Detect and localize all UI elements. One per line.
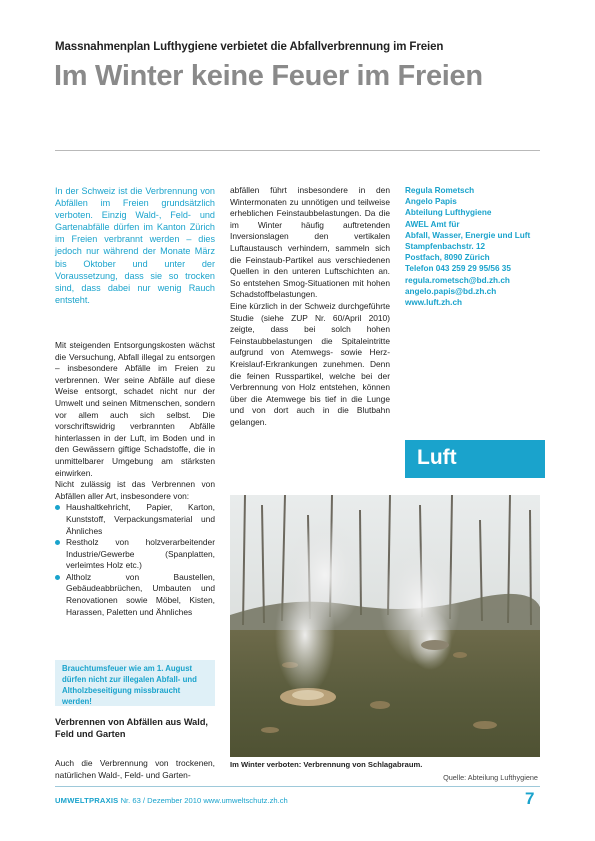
bullet-icon	[55, 505, 60, 510]
body-column-1	[55, 340, 215, 618]
list-item: Haushaltkehricht, Papier, Karton, Kunststoff, Verpackungsmaterial und Ähnliches	[55, 502, 215, 537]
lead-paragraph: In der Schweiz ist die Verbrennung von Abfällen im Freien grundsätzlich verboten. Einzig Wald-, Feld- und Gartenabfälle dürfen im Kanton Zürich im Freien verbrannt werden – dies jedoch nur während der Monate März bis Oktober und unter der Voraussetzung, dass sie so trocken sind, dass dabei nur wenig Rauch entsteht.	[55, 186, 215, 305]
email-link[interactable]: regula.rometsch@bd.zh.ch	[405, 275, 510, 285]
section-tag-label: Luft	[417, 446, 457, 469]
phone: Telefon 043 259 29 95/56 35	[405, 264, 511, 274]
photo-credit: Quelle: Abteilung Lufthygiene	[443, 773, 538, 782]
header-divider	[55, 150, 540, 151]
address: Postfach, 8090 Zürich	[405, 253, 490, 263]
body-paragraph: abfällen führt insbesondere in den Wintermonaten zu unnötigen und teilweise erheblichen Feinstaubbelastungen. Da die im Winter häufig auftretenden Inversionslagen den vertikalen Luftaustausch verhindern, sammeln sich die Feinstaub-Partikel aus verschiedenen Quellen in den unteren Luftschichten an. So entstehen Smog-Situationen mit hohen Schadstoffbelastungen.	[230, 185, 390, 300]
department: Abteilung Lufthygiene	[405, 208, 492, 218]
photo-caption: Im Winter verboten: Verbrennung von Schlagabraum.	[230, 760, 423, 769]
body-paragraph: Eine kürzlich in der Schweiz durchgeführte Studie (siehe ZUP Nr. 60/April 2010) zeigte, dass bei solch hohen Feinstaubbelastungen die Spitaleintritte aufgrund von Atemwegs- sowie Herz-Kreislauf-Erkrankungen zunehmen. Denn die feinen Russpartikel, welche bei der Verbrennung von Holz entstehen, können über die Atemwege bis tief in die Lunge und von dort auch in die Blutbahn gelangen.	[230, 300, 390, 427]
body-paragraph: Auch die Verbrennung von trockenen, natürlichen Wald-, Feld- und Garten-	[55, 758, 215, 780]
body-column-2	[230, 185, 390, 428]
footer	[55, 796, 288, 805]
callout-text: Brauchtumsfeuer wie am 1. August dürfen nicht zur illegalen Abfall- und Altholzbeseitigung missbraucht werden!	[62, 664, 197, 706]
list-item: Restholz von holzverarbeitender Industrie/Gewerbe (Spanplatten, verleimtes Holz etc.)	[55, 537, 215, 572]
office: AWEL Amt für	[405, 219, 460, 229]
publication-name: UMWELTPRAXIS	[55, 796, 119, 805]
section-subheading: Verbrennen von Abfällen aus Wald, Feld und Garten	[55, 717, 208, 740]
page-title: Im Winter keine Feuer im Freien	[54, 60, 483, 92]
forest-fire-photo	[230, 495, 540, 757]
author-name: Angelo Papis	[405, 197, 457, 207]
website-link[interactable]: www.luft.zh.ch	[405, 298, 463, 308]
photo-burning-slash	[230, 495, 540, 757]
bullet-icon	[55, 575, 60, 580]
office: Abfall, Wasser, Energie und Luft	[405, 230, 531, 240]
footer-url[interactable]: www.umweltschutz.zh.ch	[203, 796, 288, 805]
email-link[interactable]: angelo.papis@bd.zh.ch	[405, 286, 497, 296]
author-contact-block	[405, 185, 545, 308]
address: Stampfenbachstr. 12	[405, 242, 486, 252]
bullet-icon	[55, 540, 60, 545]
issue-info: Nr. 63 / Dezember 2010	[120, 796, 202, 805]
body-paragraph: Nicht zulässig ist das Verbrennen von Abfällen aller Art, insbesondere von:	[55, 479, 215, 501]
list-item: Altholz von Baustellen, Gebäudeabbrüchen, Umbauten und Renovationen sowie Möbel, Kisten, Harassen, Paletten und Ähnliches	[55, 572, 215, 618]
body-paragraph: Mit steigenden Entsorgungskosten wächst die Versuchung, Abfall illegal zu entsorgen – insbesondere Abfälle im Freien zu verbrennen. Wer seine Abfälle auf diese Weise entsorgt, schadet nicht nur der Umwelt und seinen Mitmenschen, sondern vor allem auch sich selbst. Die vorschriftswidrig verbrannten Abfälle hinterlassen in der Luft, im Boden und in den Gewässern giftige Schadstoffe, die in unmittelbarer Umgebung am stärksten einwirken.	[55, 340, 215, 478]
kicker: Massnahmenplan Lufthygiene verbietet die Abfallverbrennung im Freien	[55, 41, 444, 53]
author-name: Regula Rometsch	[405, 186, 475, 195]
bullet-list	[55, 502, 215, 618]
footer-divider	[55, 786, 540, 787]
page-number: 7	[525, 789, 535, 808]
